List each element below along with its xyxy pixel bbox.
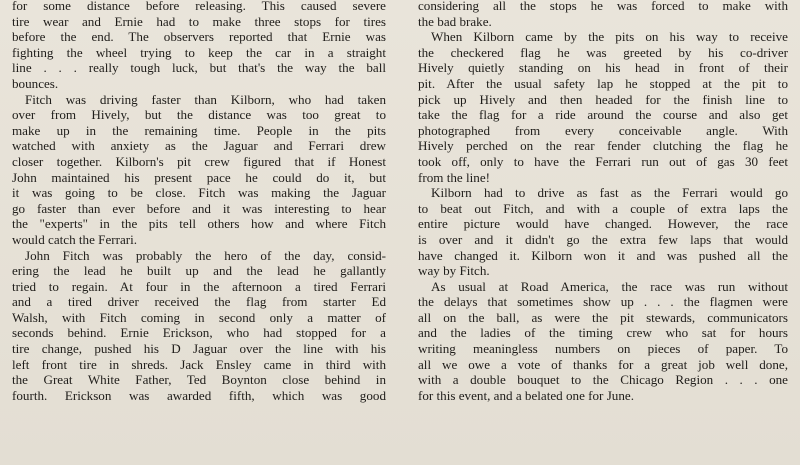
text-line: all we owe a vote of thanks for a great job well done, <box>418 356 788 372</box>
text-line: took off, only to have the Ferrari run out of gas 30 feet <box>418 153 788 169</box>
paragraph <box>12 0 386 92</box>
text-line: tire change, pushed his D Jaguar over the line with his <box>12 341 386 357</box>
text-line: from the line! <box>418 169 490 185</box>
paragraph <box>12 248 386 404</box>
text-line: Kilborn had to drive as fast as the Ferrari would go <box>431 185 788 201</box>
text-line: pit. After the usual safety lap he stopped at the pit to <box>418 75 788 91</box>
text-line: make up in the remaining time. People in the pits <box>12 122 386 138</box>
paragraph <box>418 279 788 404</box>
text-line: for this event, and a belated one for June. <box>418 387 634 403</box>
paragraph <box>12 92 386 248</box>
text-line: As usual at Road America, the race was run without <box>431 278 788 294</box>
text-line: fourth. Erickson was awarded fifth, which was good <box>12 387 386 403</box>
paragraph <box>418 29 788 185</box>
text-line: closer together. Kilborn's pit crew figured that if Honest <box>12 153 386 169</box>
text-line: way by Fitch. <box>418 263 490 279</box>
text-line: the "experts" in the pits tell others how and where Fitch <box>12 216 386 232</box>
text-line: tried to regain. At four in the afternoon a tired Ferrari <box>12 278 386 294</box>
text-line: the checkered flag he was greeted by his co-driver <box>418 44 788 60</box>
text-line: the delays that sometimes show up . . . the flagmen were <box>418 294 788 310</box>
text-line: over from Hively, but the distance was too great to <box>12 107 386 123</box>
text-line: all on the ball, as were the pit stewards, communicators <box>418 309 788 325</box>
text-line: John Fitch was probably the hero of the day, consid- <box>25 247 386 263</box>
text-line: bounces. <box>12 75 59 91</box>
text-line: and a tired driver received the flag from starter Ed <box>12 294 386 310</box>
left-column <box>12 0 386 465</box>
right-column <box>418 0 788 465</box>
text-line: fighting the wheel trying to keep the car in a straight <box>12 44 386 60</box>
paragraph <box>418 185 788 279</box>
text-line: with a double bouquet to the Chicago Region . . . one <box>418 372 788 388</box>
text-line: entire picture would have changed. However, the race <box>418 216 788 232</box>
text-line: Fitch was driving faster than Kilborn, who had taken <box>25 91 386 107</box>
text-line: the bad brake. <box>418 13 492 29</box>
text-line: and the ladies of the timing crew who sat for hours <box>418 325 788 341</box>
text-line: it was going to be close. Fitch was making the Jaguar <box>12 185 386 201</box>
text-line: Walsh, with Fitch coming in second only a matter of <box>12 309 386 325</box>
text-line: before the end. The observers reported that Ernie was <box>12 29 386 45</box>
text-line: seconds behind. Ernie Erickson, who had stopped for a <box>12 325 386 341</box>
text-line: the Great White Father, Ted Boynton close behind in <box>12 372 386 388</box>
text-line: left front tire in shreds. Jack Ensley came in third with <box>12 356 386 372</box>
text-line: writing meaningless numbers on pieces of paper. To <box>418 341 788 357</box>
text-line: photographed from every conceivable angle. With <box>418 122 788 138</box>
text-line: John maintained his present pace he could do it, but <box>12 169 386 185</box>
text-line: ering the lead he built up and the lead he gallantly <box>12 263 386 279</box>
text-line: to beat out Fitch, and with a couple of extra laps the <box>418 200 788 216</box>
text-line: Hively perched on the rear fender clutching the flag he <box>418 138 788 154</box>
text-line: considering all the stops he was forced to make with <box>418 0 788 13</box>
text-line: go faster than ever before and it was interesting to hear <box>12 200 386 216</box>
text-line: Hively quietly standing on his head in front of their <box>418 60 788 76</box>
text-line: pick up Hively and then headed for the finish line to <box>418 91 788 107</box>
text-line: is over and it didn't go the extra few laps that would <box>418 231 788 247</box>
paragraph <box>418 0 788 29</box>
text-line: have changed it. Kilborn won it and was pushed all the <box>418 247 788 263</box>
text-line: would catch the Ferrari. <box>12 231 138 247</box>
text-line: for some distance before releasing. This caused severe <box>12 0 386 13</box>
text-line: watched with anxiety as the Jaguar and Ferrari drew <box>12 138 386 154</box>
text-line: take the flag for a ride around the course and also get <box>418 107 788 123</box>
text-line: When Kilborn came by the pits on his way to receive <box>431 29 788 45</box>
text-line: line . . . really tough luck, but that's the way the ball <box>12 60 386 76</box>
text-line: tire wear and Ernie had to make three stops for tires <box>12 13 386 29</box>
